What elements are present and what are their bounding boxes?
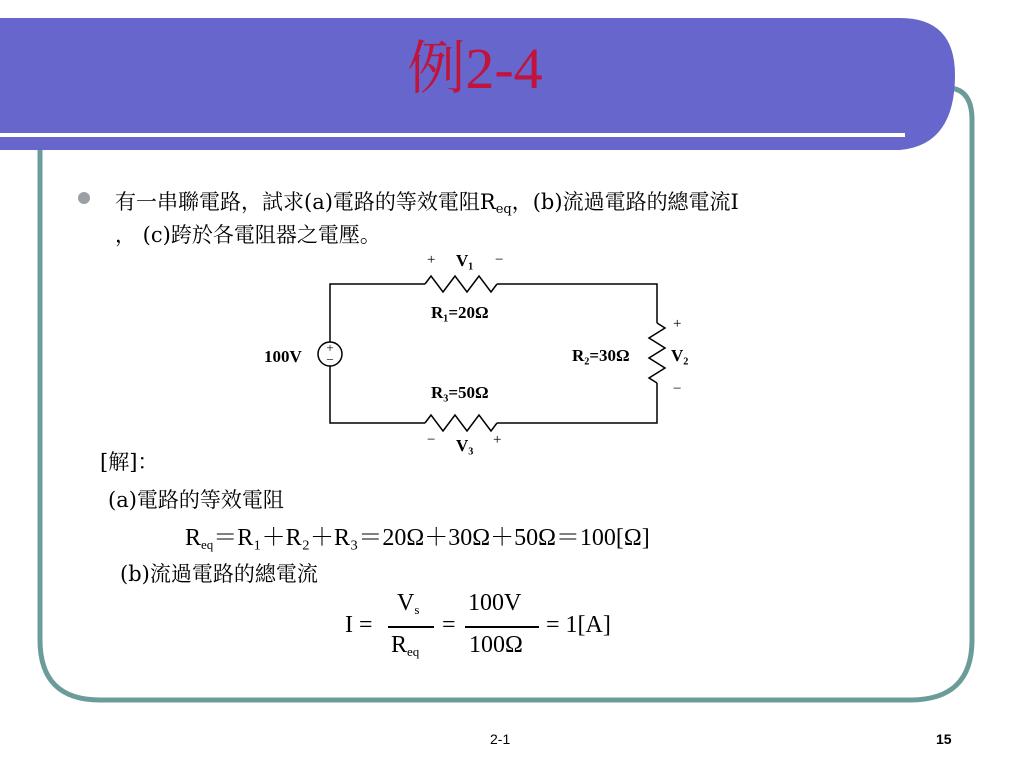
eq-b-fraction-bar-2 — [465, 626, 539, 628]
slide-title: 例2-4 — [407, 36, 543, 101]
v1-plus: + — [427, 252, 436, 268]
v3-plus: + — [493, 432, 502, 448]
solution-label: [解]： — [100, 450, 159, 474]
wire-bottom-left — [330, 366, 425, 423]
question-line-2: ， (c)跨於各電阻器之電壓。 — [115, 223, 381, 247]
eq-b-den2: 100Ω — [469, 632, 523, 658]
v2-plus: + — [673, 316, 682, 332]
source-label: 100V — [264, 347, 302, 366]
part-a-label: (a)電路的等效電阻 — [108, 488, 284, 512]
wire-right-bottom — [497, 383, 657, 423]
eq-b-result: = 1[A] — [546, 612, 611, 638]
question-text-b: ，(b)流過電路的總電流I — [511, 190, 739, 214]
resistor-r1 — [425, 276, 497, 292]
r2-label: R₂=30Ω — [572, 346, 630, 365]
question-text-a: 有一串聯電路，試求(a)電路的等效電阻R — [115, 190, 496, 214]
v2-minus: − — [673, 381, 682, 397]
eq-b-den1 — [391, 632, 419, 660]
resistor-r3 — [425, 415, 497, 431]
eq-b-eq2: = — [442, 612, 456, 638]
resistor-r2 — [649, 323, 665, 383]
source-minus: − — [326, 352, 334, 367]
part-b-label: (b)流過電路的總電流 — [120, 562, 318, 586]
wire-left-top — [330, 284, 425, 342]
r3-label: R₃=50Ω — [431, 383, 489, 402]
wire-top-right — [497, 284, 657, 323]
req-subscript: eq — [495, 202, 512, 217]
eq-b-vs: V — [397, 590, 415, 616]
page-number: 15 — [936, 731, 952, 747]
eq-b-num2: 100V — [468, 590, 522, 616]
eq-b-fraction-bar-1 — [388, 626, 434, 628]
equation-a — [185, 517, 650, 553]
eq-b-I: I = — [345, 612, 373, 638]
v1-label: V₁ — [456, 251, 474, 270]
eq-a-sub: eq — [201, 537, 214, 552]
eq-b-num1 — [397, 590, 419, 618]
v2-label: V₂ — [671, 346, 689, 365]
eq-a-R: R — [185, 525, 202, 551]
source-plus: + — [326, 340, 334, 355]
page-label: 2-1 — [490, 731, 511, 747]
r1-label: R₁=20Ω — [431, 303, 489, 322]
eq-b-vs-sub: s — [414, 602, 420, 617]
eq-b-req: R — [391, 632, 408, 658]
v1-minus: − — [495, 252, 504, 268]
eq-a-rest: ＝R₁＋R₂＋R₃＝20Ω＋30Ω＋50Ω＝100[Ω] — [213, 525, 650, 551]
v3-minus: − — [427, 432, 436, 448]
eq-b-req-sub: eq — [407, 644, 420, 659]
v3-label: V₃ — [456, 436, 474, 455]
